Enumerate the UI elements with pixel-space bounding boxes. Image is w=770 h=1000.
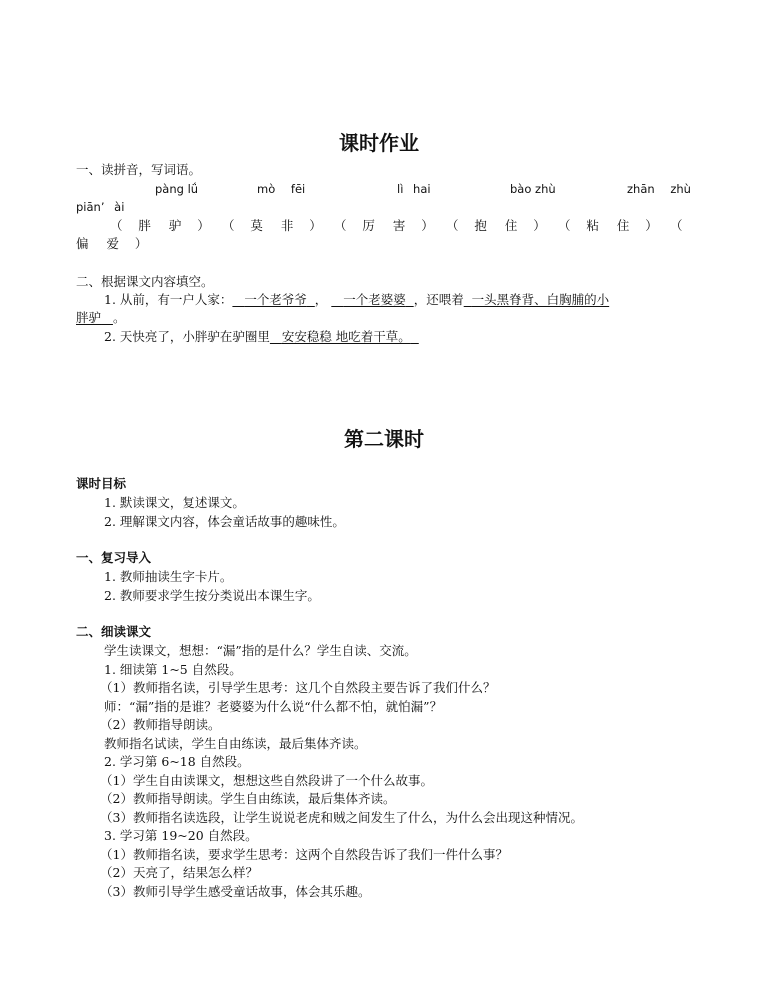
fill1-blank1 [232,292,314,307]
answer-box-1: （ 胖 驴 ） [110,218,210,233]
fill1-blank2 [331,292,413,307]
answer-2: 莫 非 [250,218,294,233]
task2-heading: 二、根据课文内容填空。 [76,274,214,289]
part2-line-7: 2. 学习第 6~18 自然段。 [104,754,250,769]
task1-heading: 一、读拼音，写词语。 [76,162,202,177]
part2-line-11: 3. 学习第 19~20 自然段。 [104,828,258,843]
goal-2: 2. 理解课文内容，体会童话故事的趣味性。 [104,514,345,529]
answer-box-5: （ 粘 住 ） [558,218,658,233]
fill-line-1 [104,292,609,308]
fill-line-1-cont [76,310,125,326]
pinyin-2: mò fēi [257,182,306,196]
fill2-blank-text: 安安稳稳 地吃着干草。 [281,329,411,344]
part2-line-2: 1. 细读第 1~5 自然段。 [104,662,242,677]
part2-line-3: （1）教师指名读，引导学生思考：这几个自然段主要告诉了我们什么？ [100,680,496,695]
fill1-sep1: ， [314,292,328,307]
part2-line-5: （2）教师指导朗读。 [100,717,221,732]
answer-4: 抱 住 [474,218,518,233]
answer-5: 粘 住 [586,218,630,233]
goal-1: 1. 默读课文，复述课文。 [104,495,245,510]
fill1-blank3a [464,292,609,307]
fill1-blank1-text: 一个老爷爷 [244,292,307,307]
fill2-blank [270,329,419,344]
goals-heading: 课时目标 [76,476,127,491]
part2-heading: 二、细读课文 [76,624,152,639]
pinyin-6: piān’ ài [76,200,125,214]
fill1-blank2-text: 一个老婆婆 [343,292,406,307]
answer-box-6-open: （ [670,218,683,233]
part2-line-6: 教师指名试读，学生自由练读，最后集体齐读。 [104,736,367,751]
answer-6: 偏 爱 [76,236,119,251]
part2-line-13: （2）天亮了，结果怎么样？ [100,865,258,880]
answer-box-3: （ 厉 害 ） [334,218,434,233]
part2-line-9: （2）教师指导朗读。学生自由练读，最后集体齐读。 [100,791,396,806]
fill2-prefix: 2. 天快亮了，小胖驴在驴圈里 [104,329,270,344]
fill1-suffix: 。 [112,310,126,325]
pinyin-4: bào zhù [510,182,556,196]
pinyin-5: zhān zhù [627,182,691,196]
part2-line-1: 学生读课文，想想：“漏”指的是什么？学生自读、交流。 [104,643,417,658]
part1-item-1: 1. 教师抽读生字卡片。 [104,569,233,584]
fill1-blank3b: 胖驴 [76,310,102,325]
part2-line-8: （1）学生自由读课文，想想这些自然段讲了一个什么故事。 [100,773,433,788]
part2-line-12: （1）教师指名读，要求学生思考：这两个自然段告诉了我们一件什么事？ [100,847,508,862]
part1-heading: 一、复习导入 [76,550,152,565]
pinyin-1: pàng lǘ [155,182,199,196]
pinyin-3: lì hai [397,182,431,196]
fill-line-2 [104,329,419,345]
part2-line-14: （3）教师引导学生感受童话故事，体会其乐趣。 [100,884,371,899]
answer-box-2: （ 莫 非 ） [222,218,322,233]
answer-1: 胖 驴 [138,218,182,233]
answer-3: 厉 害 [362,218,406,233]
fill1-blank3b-pad [101,310,113,325]
fill1-blank3a-text: 一头黑脊背、白胸脯的小 [471,292,610,307]
homework-title: 课时作业 [339,131,419,155]
fill1-prefix: 1. 从前，有一户人家： [104,292,233,307]
part2-line-10: （3）教师指名读选段，让学生说说老虎和贼之间发生了什么，为什么会出现这种情况。 [100,810,583,825]
fill1-sep2: ，还喂着 [413,292,464,307]
part2-line-4: 师：“漏”指的是谁？老婆婆为什么说“什么都不怕，就怕漏”？ [104,699,443,714]
answer-box-4: （ 抱 住 ） [446,218,546,233]
answer-box-6: 偏 爱 ） [76,236,148,251]
lesson2-title: 第二课时 [344,427,424,451]
part1-item-2: 2. 教师要求学生按分类说出本课生字。 [104,588,320,603]
